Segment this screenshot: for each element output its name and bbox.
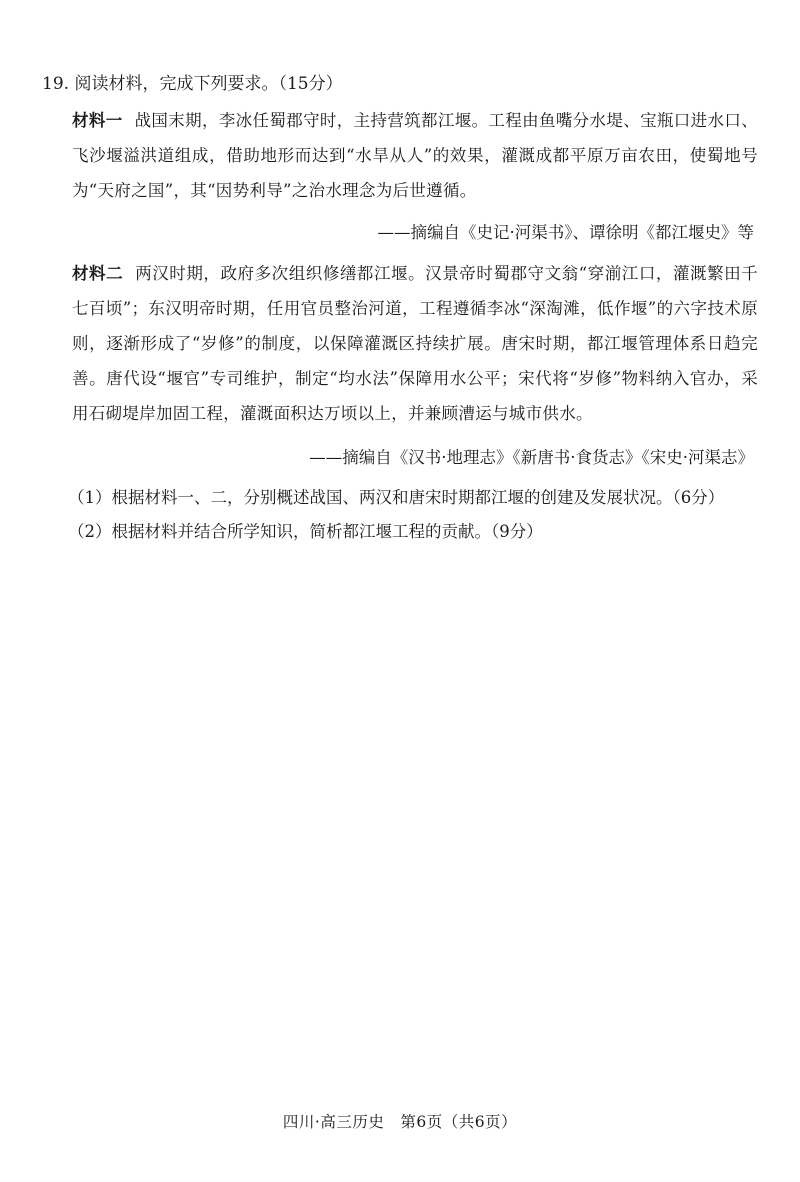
material-two-text: 两汉时期，政府多次组织修缮都江堰。汉景帝时蜀郡守文翁“穿湔江口，灌溉繁田千七百顷”；东汉明帝时期，任用官员整治河道，工程遵循李冰“深淘滩，低作堰”的六字技术原则，逐渐形成了“岁修”的制度，以保障灌溉区持续扩展。唐宋时期，都江堰管理体系日趋完善。唐代设“堰官”专司维护，制定“均水法”保障用水公平；宋代将“岁修”物料纳入官办，采用石砌堤岸加固工程，灌溉面积达万顷以上，并兼顾漕运与城市供水。 (72, 264, 758, 423)
page-footer: 四川·高三历史 第6页（共6页） (282, 1113, 518, 1131)
material-one-source: ——摘编自《史记·河渠书》、谭徐明《都江堰史》等 (377, 223, 754, 242)
sub-question-1: （1）根据材料一、二，分别概述战国、两汉和唐宋时期都江堰的创建及发展状况。（6分） (68, 488, 725, 507)
material-two-source: ——摘编自《汉书·地理志》《新唐书·食货志》《宋史·河渠志》 (309, 448, 754, 467)
material-one-paragraph (72, 103, 758, 208)
question-title: 19. 阅读材料，完成下列要求。（15分） (42, 74, 343, 94)
sub-question-2: （2）根据材料并结合所学知识，简析都江堰工程的贡献。（9分） (68, 522, 543, 541)
material-one-label: 材料一 (72, 111, 123, 130)
material-two-label: 材料二 (72, 264, 124, 283)
material-one-text: 战国末期，李冰任蜀郡守时，主持营筑都江堰。工程由鱼嘴分水堤、宝瓶口进水口、飞沙堰溢洪道组成，借助地形而达到“水旱从人”的效果，灌溉成都平原万亩农田，使蜀地号为“天府之国”，其“因势利导”之治水理念为后世遵循。 (72, 111, 758, 200)
material-two-paragraph (72, 256, 758, 431)
